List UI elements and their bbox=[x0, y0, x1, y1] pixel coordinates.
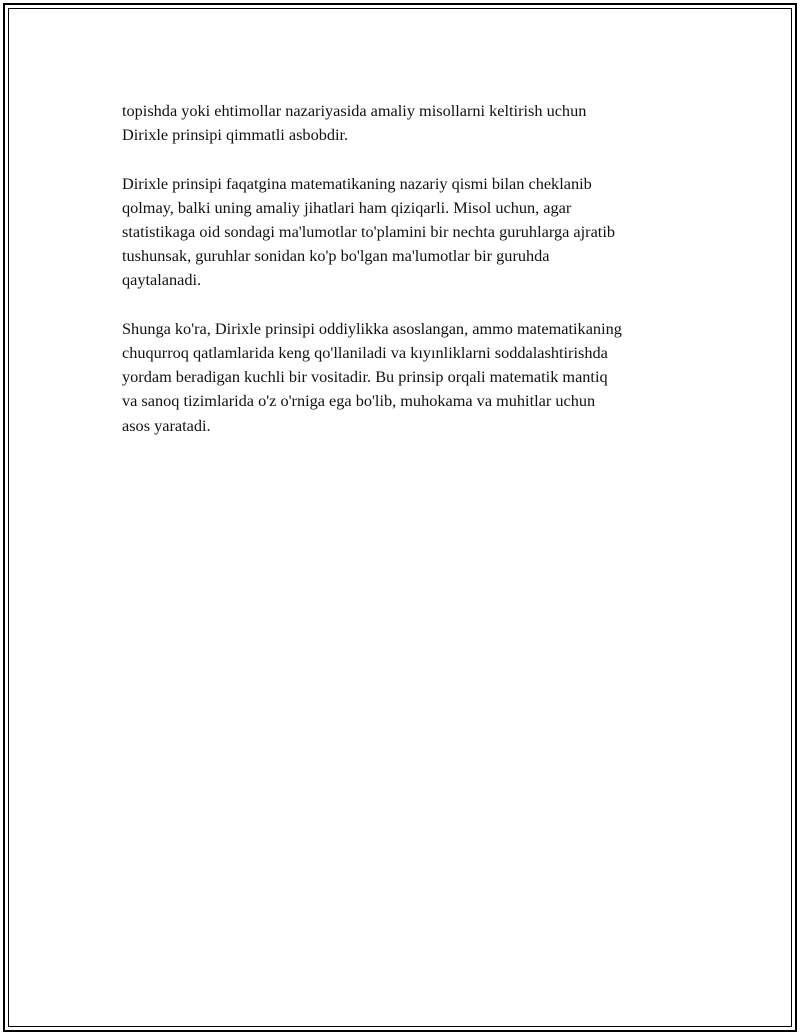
text-line: qolmay, balki uning amaliy jihatlari ham qiziqarli. Misol uchun, agar bbox=[122, 197, 572, 217]
document-body bbox=[122, 99, 712, 462]
text-line: va sanoq tizimlarida o'z o'rniga ega bo'lib, muhokama va muhitlar uchun bbox=[122, 391, 596, 411]
paragraph-2 bbox=[122, 172, 712, 293]
text-line: tushunsak, guruhlar sonidan ko'p bo'lgan ma'lumotlar bir guruhda bbox=[122, 246, 550, 266]
text-line: statistikaga oid sondagi ma'lumotlar to'plamini bir nechta guruhlarga ajratib bbox=[122, 222, 615, 241]
text-line: asos yaratadi. bbox=[122, 415, 211, 435]
text-line: Dirixle prinsipi faqatgina matematikaning nazariy qismi bilan cheklanib bbox=[122, 173, 592, 193]
text-line: qaytalanadi. bbox=[122, 270, 202, 290]
paragraph-1 bbox=[122, 99, 712, 147]
text-line: chuqurroq qatlamlarida keng qo'llaniladi va kıyınliklarni soddalashtirishda bbox=[122, 343, 608, 362]
text-line: topishda yoki ehtimollar nazariyasida amaliy misollarni keltirish uchun bbox=[122, 101, 587, 120]
paragraph-3 bbox=[122, 317, 712, 438]
text-line: Shunga ko'ra, Dirixle prinsipi oddiylikka asoslangan, ammo matematikaning bbox=[122, 318, 622, 338]
page-frame bbox=[3, 3, 797, 1032]
text-line: Dirixle prinsipi qimmatli asbobdir. bbox=[122, 125, 349, 145]
text-line: yordam beradigan kuchli bir vositadir. Bu prinsip orqali matematik mantiq bbox=[122, 367, 608, 387]
